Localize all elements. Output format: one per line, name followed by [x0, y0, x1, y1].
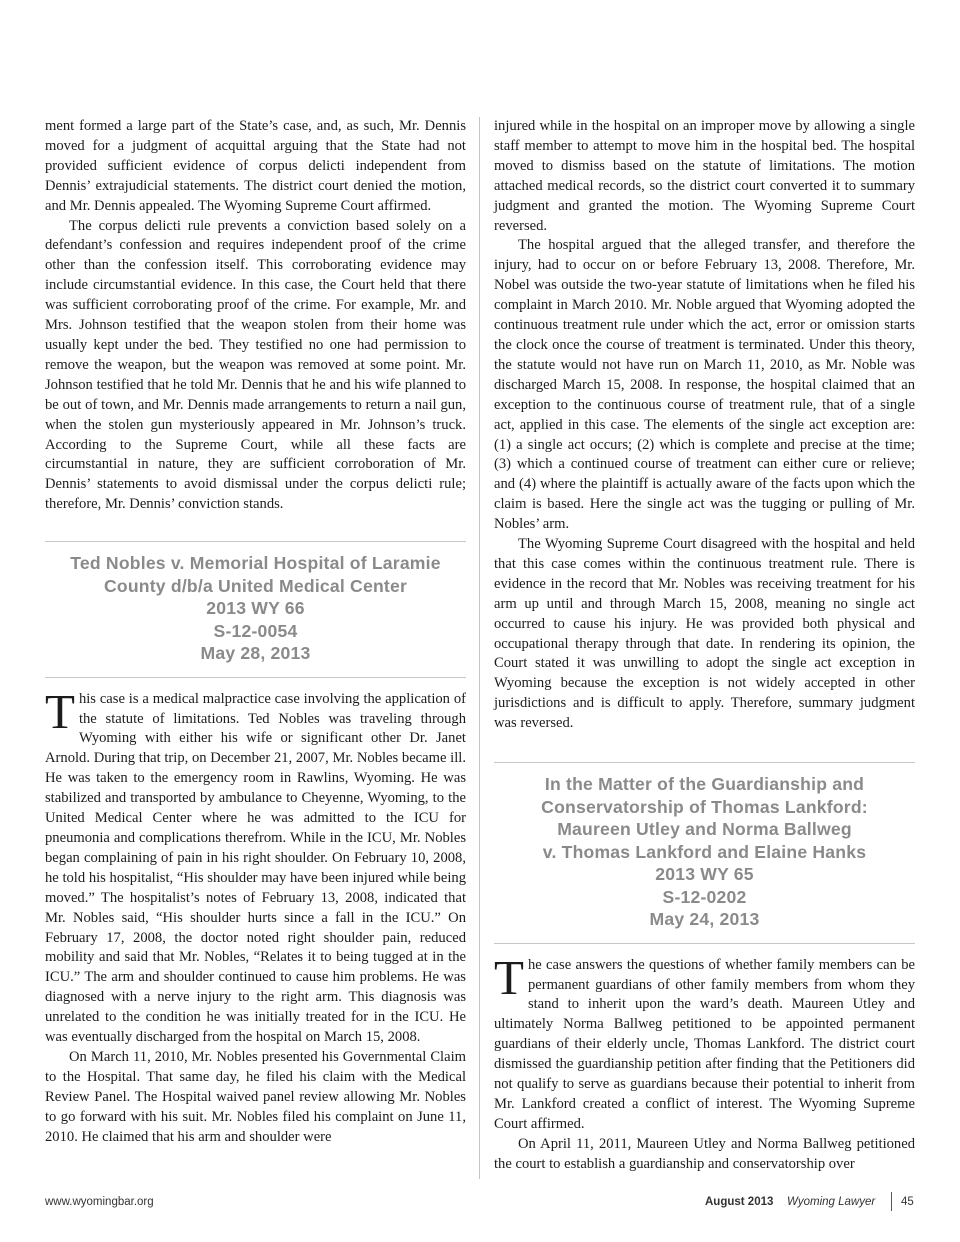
- case-body: [494, 949, 915, 1175]
- left-column: [45, 117, 466, 1147]
- page-footer: [45, 1194, 915, 1212]
- paragraph: he case answers the questions of whether family members can be permanent guardians of other family members from whom they stand to inherit upon the ward’s death. Maureen Utley and ultimately Norma Ballweg petitioned to be appointed permanent guardians of their elderly uncle, Thomas Lankford. The district court dismissed the guardianship petition after finding that the Petitioners did not qualify to serve as guardians because their potential to inherit from Mr. Lankford created a conflict of interest. The Wyoming Supreme Court affirmed.: [494, 956, 915, 1132]
- paragraph: ment formed a large part of the State’s case, and, as such, Mr. Dennis moved for a judgment of acquittal arguing that the State had not provided sufficient evidence of corpus delicti independent from Dennis’ extrajudicial statements. The district court denied the motion, and Mr. Dennis appealed. The Wyoming Supreme Court affirmed.: [45, 118, 466, 214]
- paragraph: injured while in the hospital on an improper move by allowing a single staff member to attempt to move him in the hospital bed. The hospital moved to dismiss based on the statute of limitations. The motion attached medical records, so the district court converted it to summary judgment and granted the motion. The Wyoming Supreme Court reversed.: [494, 118, 915, 234]
- website-link[interactable]: www.wyomingbar.org: [45, 1196, 154, 1208]
- issue-date: August 2013: [705, 1196, 774, 1208]
- case-citation: 2013 WY 66: [206, 598, 305, 619]
- footer-divider: [891, 1192, 892, 1211]
- right-column: [494, 117, 915, 1175]
- case-heading: [494, 762, 915, 944]
- paragraph: On March 11, 2010, Mr. Nobles presented his Governmental Claim to the Hospital. That same day, he filed his claim with the Medical Review Panel. The Hospital waived panel review allowing Mr. Nobles to go forward with his suit. Mr. Nobles filed his complaint on June 11, 2010. He claimed that his arm and shoulder were: [45, 1048, 466, 1145]
- case-citation: 2013 WY 65: [655, 864, 754, 885]
- magazine-name: Wyoming Lawyer: [787, 1196, 876, 1208]
- case-date: May 28, 2013: [200, 643, 311, 664]
- paragraph: The corpus delicti rule prevents a conviction based solely on a defendant’s confession and requires independent proof of the crime other than the confession itself. This corroborating evidence may include circumstantial evidence. In this case, the Court held that there was sufficient corroborating proof of the crime. For example, Mr. and Mrs. Johnson testified that the weapon stolen from their home was usually kept under the bed. They testified no one had permission to remove the weapon, but the weapon was removed at some point. Mr. Johnson testified that he told Mr. Dennis that he and his wife planned to be out of town, and Mr. Dennis made arrangements to return a nail gun, when the stolen gun mysteriously appeared in Mr. Johnson’s truck. According to the Supreme Court, while all these facts are circumstantial in nature, they are sufficient corroboration of Mr. Dennis’ statements to avoid dismissal under the corpus delicti rule; therefore, Mr. Dennis’ conviction stands.: [45, 217, 466, 513]
- case-docket: S-12-0202: [662, 886, 747, 907]
- paragraph: The hospital argued that the alleged transfer, and therefore the injury, had to occur on or before February 13, 2008. Therefore, Mr. Nobel was outside the two-year statute of limitations when he filed his complaint in March 2010. Mr. Noble argued that Wyoming adopted the continuous treatment rule under which the act, error or omission starts the clock once the course of treatment is terminated. Under this theory, the statute would not have run on March 11, 2010, as Mr. Noble was discharged March 15, 2008. In response, the hospital claimed that an exception to the continuous course of treatment rule, that of a single act, applied in this case. The elements of the single act exception are: (1) a single act occurs; (2) which is complete and precise at the time; (3) which a continued course of treatment can either cure or relieve; and (4) where the plaintiff is actually aware of the facts upon which the claim is based. Here the single act was the tugging or pulling of Mr. Nobles’ arm.: [494, 237, 915, 533]
- column-divider: [479, 117, 480, 1179]
- case-heading: [45, 541, 466, 678]
- case-docket: S-12-0054: [213, 620, 298, 641]
- case-title-line: Ted Nobles v. Memorial Hospital of Laramie: [70, 553, 441, 574]
- paragraph: his case is a medical malpractice case involving the application of the statute of limitations. Ted Nobles was traveling through Wyoming with either his wife or significant other Dr. Janet Arnold. During that trip, on December 21, 2007, Mr. Nobles became ill. He was taken to the emergency room in Rawlins, Wyoming. He was stabilized and transported by ambulance to Cheyenne, Wyoming, to the United Medical Center where he was admitted to the ICU for pneumonia and complications therefrom. While in the ICU, Mr. Nobles began complaining of pain in his right shoulder. On February 10, 2008, he told his hospitalist, “His shoulder may have been injured while being moved.” The hospitalist’s notes of February 13, 2008, indicated that Mr. Nobles said, “His shoulder hurts since a fall in the ICU.” On February 17, 2008, the doctor noted right shoulder pain, reduced mobility and said that Mr. Nobles, “Relates it to being tugged at in the ICU.” The arm and shoulder continued to cause him problems. He was diagnosed with a nerve injury to the right arm. This diagnosis was unrelated to the condition he was initially treated for in the ICU. He was eventually discharged from the hospital on March 15, 2008.: [45, 690, 466, 1046]
- case-title-line: Conservatorship of Thomas Lankford:: [541, 796, 868, 817]
- case-body: [45, 683, 466, 1148]
- drop-cap: T: [494, 949, 524, 1005]
- page-number: 45: [901, 1196, 914, 1208]
- case-title-line: Maureen Utley and Norma Ballweg: [557, 819, 852, 840]
- paragraph: The Wyoming Supreme Court disagreed with the hospital and held that this case comes within the continuous treatment rule. There is evidence in the record that Mr. Nobles was receiving treatment for his arm up until and through March 15, 2008, meaning no single act occurred to cause his injury. He was provided both physical and occupational therapy through that date. In rendering its opinion, the Court stated it was unwilling to adopt the single act exception in Wyoming because the exception is not widely accepted in other jurisdictions and is difficult to apply. Therefore, summary judgment was reversed.: [494, 536, 915, 732]
- paragraph: On April 11, 2011, Maureen Utley and Norma Ballweg petitioned the court to establish a guardianship and conservatorship over: [494, 1135, 915, 1172]
- drop-cap: T: [45, 683, 75, 739]
- case-title-line: In the Matter of the Guardianship and: [544, 774, 865, 795]
- case-title-line: v. Thomas Lankford and Elaine Hanks: [542, 841, 867, 862]
- case-date: May 24, 2013: [649, 909, 760, 930]
- case-title-line: County d/b/a United Medical Center: [104, 575, 407, 596]
